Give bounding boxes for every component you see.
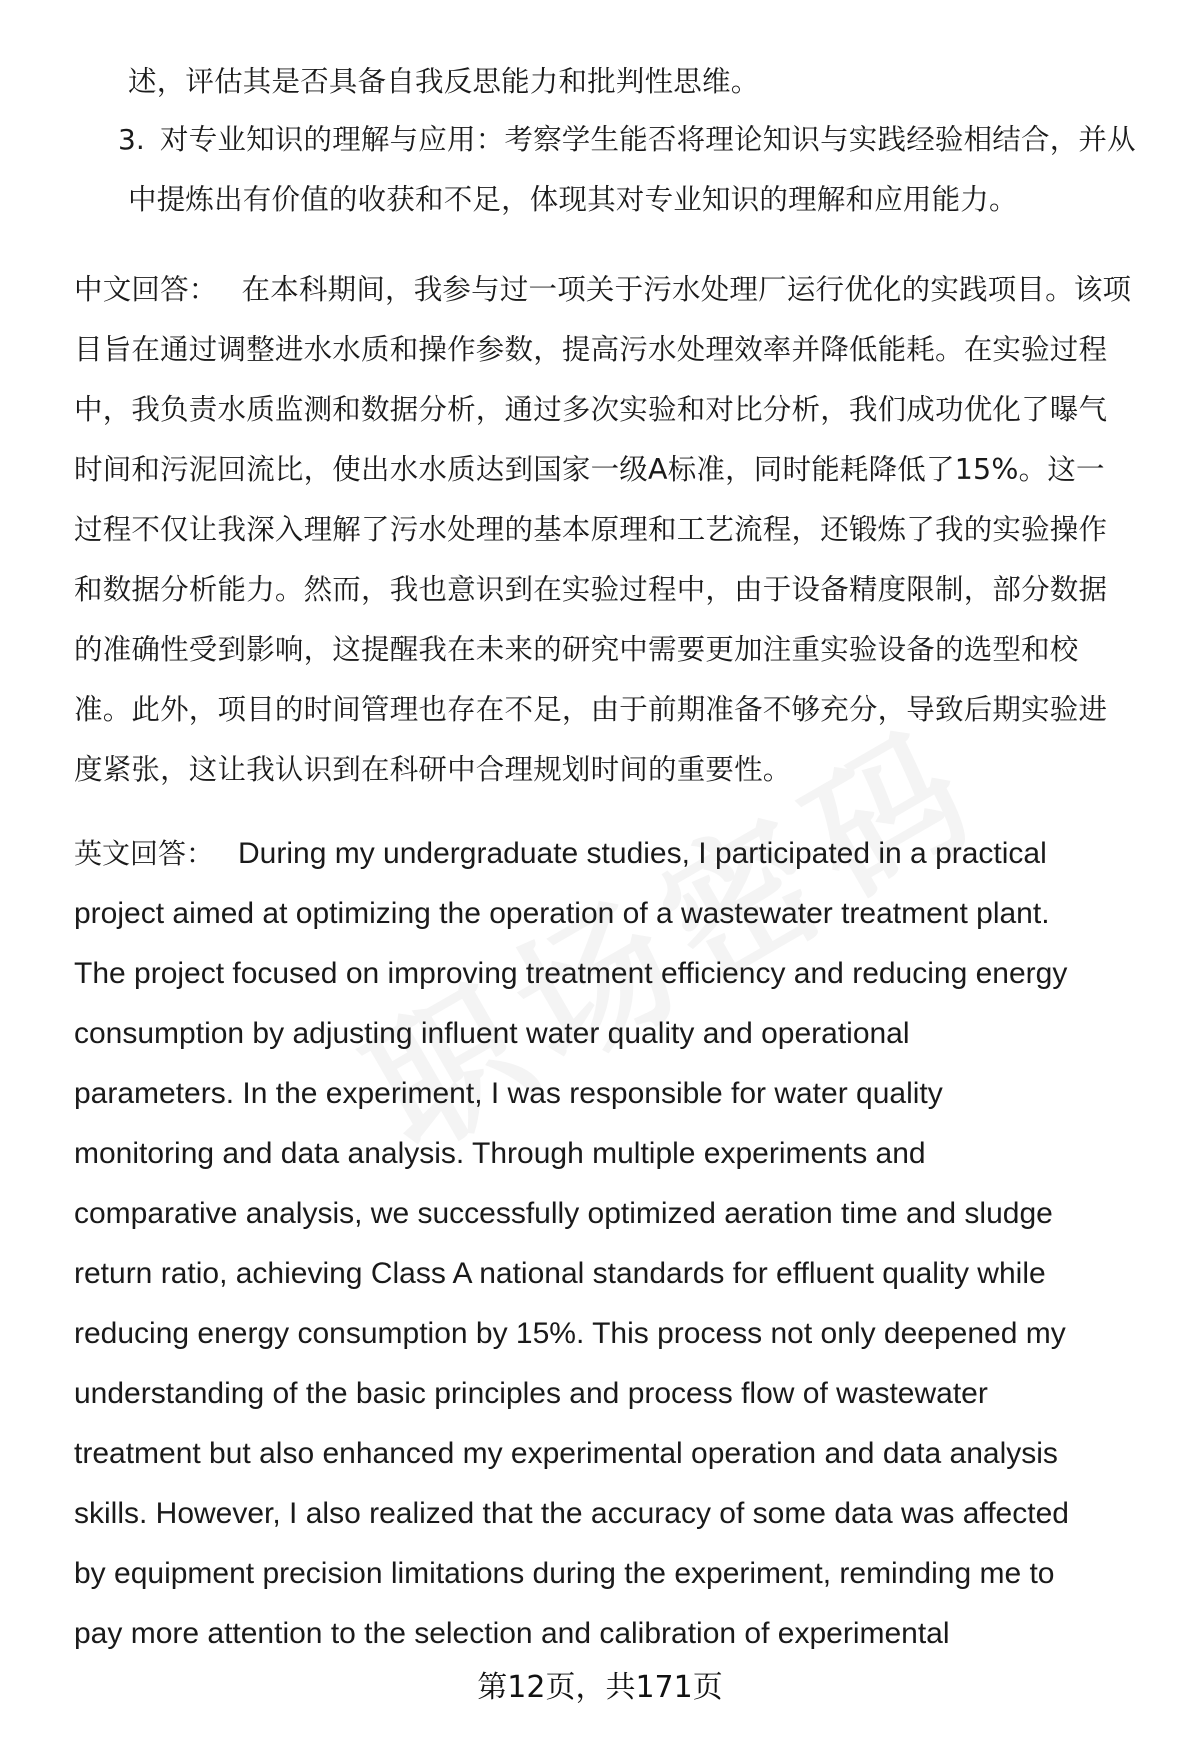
english-answer-line: project aimed at optimizing the operation of a wastewater treatment plant. xyxy=(74,897,1050,930)
english-answer-line: pay more attention to the selection and calibration of experimental xyxy=(74,1617,950,1650)
criteria-continuation-line: 述，评估其是否具备自我反思能力和批判性思维。 xyxy=(128,65,760,98)
english-answer-line xyxy=(74,834,1047,874)
english-answer-line: The project focused on improving treatment efficiency and reducing energy xyxy=(74,957,1068,990)
english-answer-line: comparative analysis, we successfully optimized aeration time and sludge xyxy=(74,1197,1053,1230)
chinese-answer-line: 准。此外，项目的时间管理也存在不足，由于前期准备不够充分，导致后期实验进 xyxy=(74,693,1108,726)
chinese-answer-line: 时间和污泥回流比，使出水水质达到国家一级A标准，同时能耗降低了15%。这一 xyxy=(74,453,1105,486)
page-number-footer: 第12页，共171页 xyxy=(477,1670,723,1705)
chinese-answer-line: 目旨在通过调整进水水质和操作参数，提高污水处理效率并降低能耗。在实验过程 xyxy=(74,333,1108,366)
english-answer-text: During my undergraduate studies, I participated in a practical xyxy=(238,837,1047,870)
chinese-answer-line: 中，我负责水质监测和数据分析，通过多次实验和对比分析，我们成功优化了曝气 xyxy=(74,393,1108,426)
english-answer-line: return ratio, achieving Class A national standards for effluent quality while xyxy=(74,1257,1046,1290)
english-answer-label: 英文回答： xyxy=(74,837,215,870)
english-answer-line: skills. However, I also realized that the accuracy of some data was affected xyxy=(74,1497,1069,1530)
chinese-answer-line: 度紧张，这让我认识到在科研中合理规划时间的重要性。 xyxy=(74,753,792,786)
chinese-answer-line: 过程不仅让我深入理解了污水处理的基本原理和工艺流程，还锻炼了我的实验操作 xyxy=(74,513,1108,546)
list-item-number: 3. xyxy=(118,123,145,156)
english-answer-line: treatment but also enhanced my experimental operation and data analysis xyxy=(74,1437,1058,1470)
english-answer-line: consumption by adjusting influent water quality and operational xyxy=(74,1017,910,1050)
chinese-answer-label: 中文回答： xyxy=(74,273,218,306)
chinese-answer-line xyxy=(74,270,1131,310)
chinese-answer-text: 在本科期间，我参与过一项关于污水处理厂运行优化的实践项目。该项 xyxy=(241,273,1132,306)
english-answer-line: by equipment precision limitations during the experiment, reminding me to xyxy=(74,1557,1055,1590)
english-answer-line: reducing energy consumption by 15%. This process not only deepened my xyxy=(74,1317,1066,1350)
chinese-answer-line: 的准确性受到影响，这提醒我在未来的研究中需要更加注重实验设备的选型和校 xyxy=(74,633,1079,666)
english-answer-line: monitoring and data analysis. Through multiple experiments and xyxy=(74,1137,926,1170)
chinese-answer-line: 和数据分析能力。然而，我也意识到在实验过程中，由于设备精度限制，部分数据 xyxy=(74,573,1108,606)
english-answer-line: parameters. In the experiment, I was responsible for water quality xyxy=(74,1077,943,1110)
english-answer-line: understanding of the basic principles and process flow of wastewater xyxy=(74,1377,988,1410)
criteria-item-3-line-2: 中提炼出有价值的收获和不足，体现其对专业知识的理解和应用能力。 xyxy=(128,183,1018,216)
criteria-item-3-line-1: 对专业知识的理解与应用：考察学生能否将理论知识与实践经验相结合，并从 xyxy=(160,123,1136,156)
